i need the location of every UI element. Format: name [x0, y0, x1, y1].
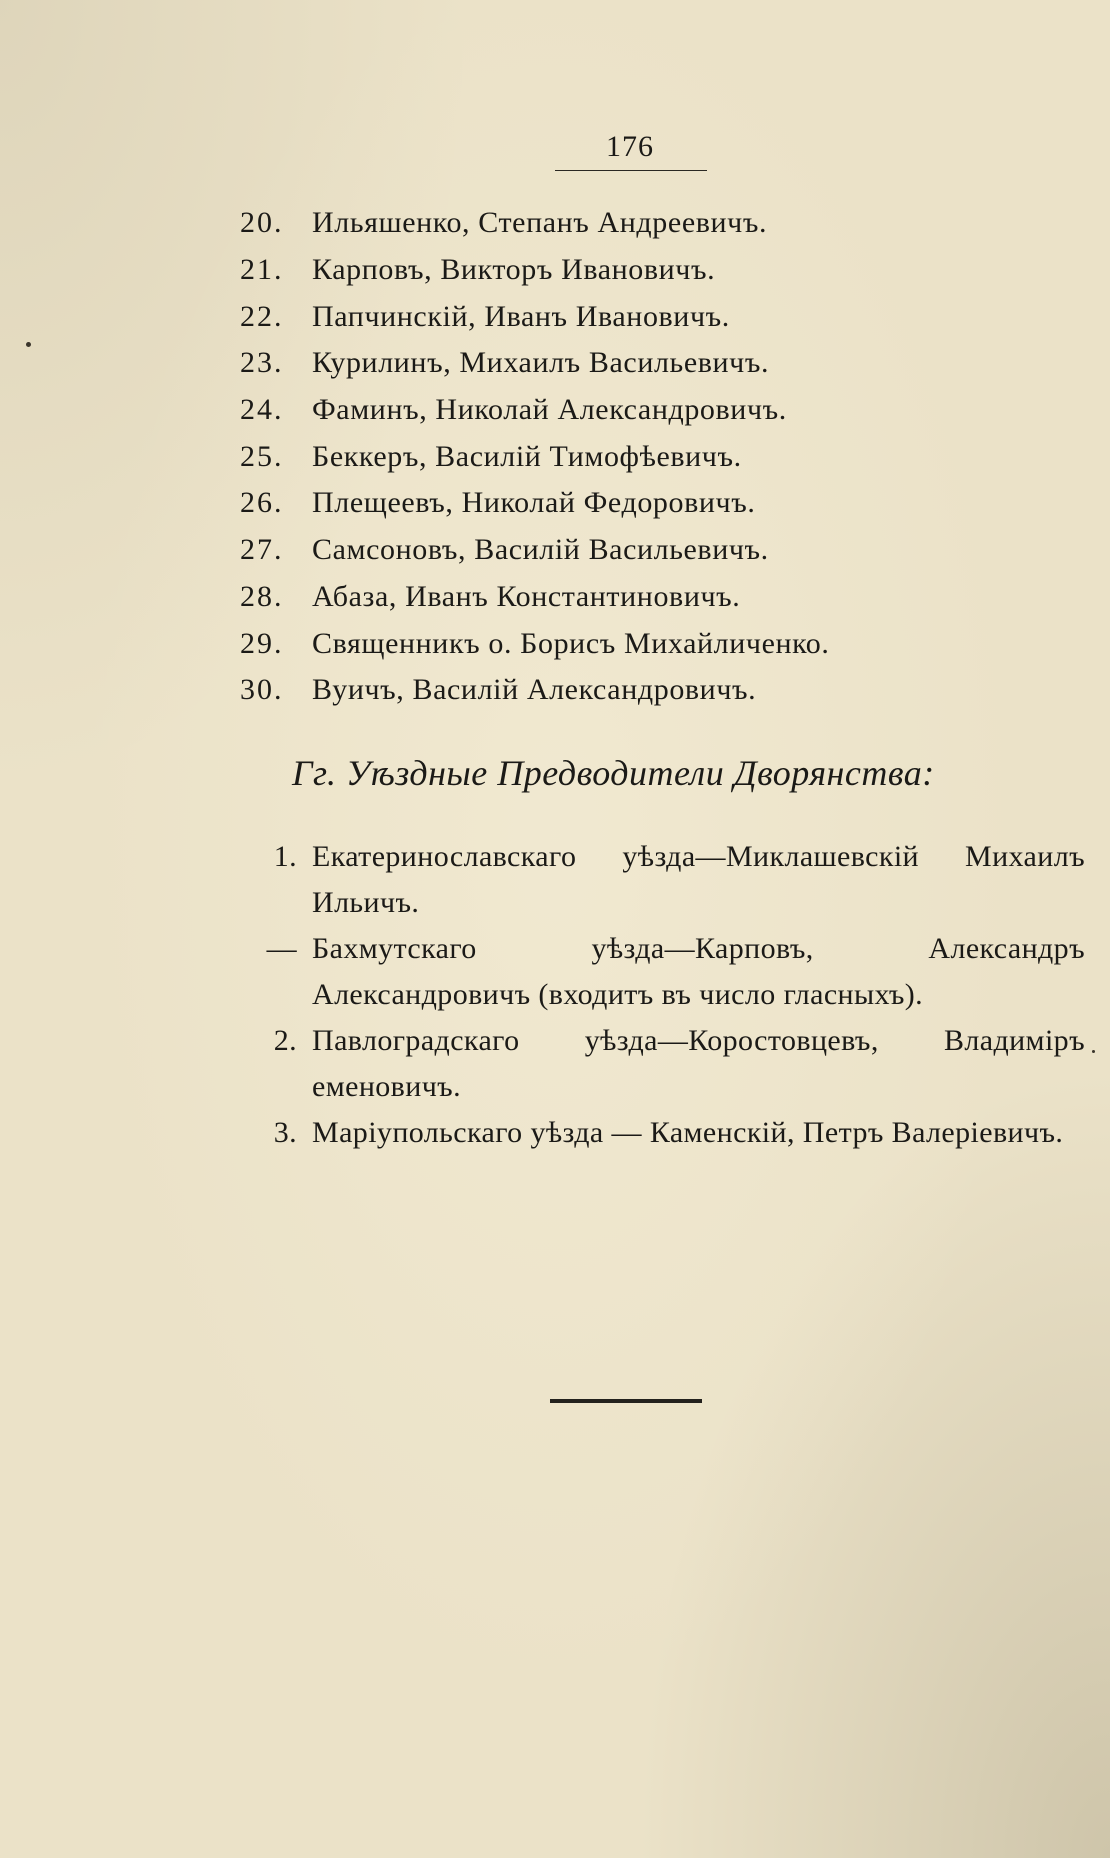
list-item-number: 28.	[240, 579, 284, 613]
section-heading: Гг. Уѣздные Предводители Дворянства:	[292, 753, 935, 793]
list-item-name: Священникъ о. Борисъ Михайличенко.	[312, 626, 830, 660]
marshals-list	[240, 834, 1085, 1156]
list-item-text: Екатеринославскаго уѣзда—Миклашевскій Михаилъ Ильичъ.	[312, 840, 1085, 919]
list-item-name: Беккеръ, Василій Тимофѣевичъ.	[312, 439, 742, 473]
page-number: 176	[606, 130, 654, 163]
list-item	[240, 926, 1085, 1018]
list-item-number: 20.	[240, 206, 284, 240]
list-item	[240, 667, 1080, 714]
list-item-name: Вуичъ, Василій Александровичъ.	[312, 673, 757, 707]
list-item-name: Карповъ, Викторъ Ивановичъ.	[312, 253, 716, 287]
list-item-number: 1.	[273, 840, 297, 873]
page-number-rule	[555, 170, 707, 171]
list-item-number: —	[266, 932, 297, 965]
list-item-number: 26.	[240, 486, 284, 520]
list-item-name: Ильяшенко, Степанъ Андреевичъ.	[312, 206, 768, 240]
list-item-number: 2.	[273, 1024, 297, 1057]
list-item-name: Курилинъ, Михаилъ Васильевичъ.	[312, 346, 770, 380]
list-item	[240, 620, 1080, 667]
list-item	[240, 387, 1080, 434]
list-item-number: 30.	[240, 673, 284, 707]
list-item	[240, 340, 1080, 387]
list-item-text: Бахмутскаго уѣзда—Карповъ, Александръ Александровичъ (входитъ въ число гласныхъ).	[312, 932, 1085, 1011]
list-item	[240, 1018, 1085, 1110]
list-item-number: 29.	[240, 626, 284, 660]
list-item	[240, 247, 1080, 294]
list-item	[240, 574, 1080, 621]
list-item-number: 21.	[240, 253, 284, 287]
list-item-number: 27.	[240, 533, 284, 567]
list-item-number: 3.	[273, 1116, 297, 1149]
list-item	[240, 433, 1080, 480]
list-item	[240, 480, 1080, 527]
list-item-number: 25.	[240, 439, 284, 473]
paper-speck	[1092, 1050, 1095, 1053]
list-item-name: Папчинскій, Иванъ Ивановичъ.	[312, 299, 730, 333]
list-item-name: Фаминъ, Николай Александровичъ.	[312, 393, 787, 427]
list-item	[240, 1110, 1085, 1156]
list-item-name: Плещеевъ, Николай Федоровичъ.	[312, 486, 756, 520]
list-item-name: Абаза, Иванъ Константиновичъ.	[312, 579, 741, 613]
paper-speck	[26, 342, 31, 347]
list-item-text: Маріупольскаго уѣзда — Каменскій, Петръ Валеріевичъ.	[312, 1116, 1064, 1149]
list-item-number: 24.	[240, 393, 284, 427]
end-rule	[550, 1399, 702, 1403]
list-item	[240, 293, 1080, 340]
members-list	[240, 200, 1080, 714]
list-item-text: Павлоградскаго уѣзда—Коростовцевъ, Владиміръ еменовичъ.	[312, 1024, 1085, 1103]
list-item	[240, 834, 1085, 926]
list-item	[240, 200, 1080, 247]
list-item	[240, 527, 1080, 574]
list-item-number: 23.	[240, 346, 284, 380]
list-item-number: 22.	[240, 299, 284, 333]
list-item-name: Самсоновъ, Василій Васильевичъ.	[312, 533, 769, 567]
